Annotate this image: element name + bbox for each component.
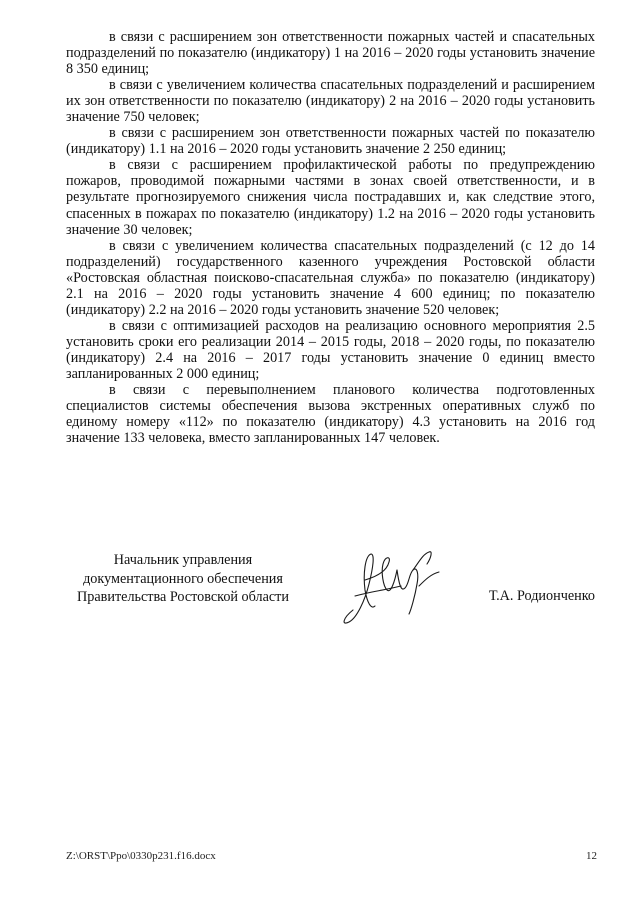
paragraph-5: в связи с увеличением количества спасательных подразделений (с 12 до 14 подразделений) государственного казенного учреждения Ростовской области «Ростовская областная поисково-спасательная служба» по показателю (индикатору) 2.1 на 2016 – 2020 годы установить значение 4 600 единиц; по показателю (индикатору) 2.2 на 2016 – 2020 годы установить значение 520 человек; (66, 237, 595, 318)
signatory-title-line-1: Начальник управления (113, 552, 253, 568)
signatory-title-line-2: документационного обеспечения (83, 570, 283, 587)
handwritten-signature-icon (335, 540, 455, 630)
paragraph-6: в связи с оптимизацией расходов на реализацию основного мероприятия 2.5 установить сроки его реализации 2014 – 2015 годы, 2018 – 2020 годы, по показателю (индикатору) 2.4 на 2016 – 2017 годы установить значение 0 единиц вместо запланированных 2 000 единиц; (66, 317, 595, 382)
paragraph-1: в связи с расширением зон ответственности пожарных частей и спасательных подразделений по показателю (индикатору) 1 на 2016 – 2020 годы установить значение 8 350 единиц; (66, 29, 595, 78)
signatory-title (66, 551, 300, 607)
paragraph-3: в связи с расширением зон ответственности пожарных частей по показателю (индикатору) 1.1 на 2016 – 2020 годы установить значение 2 250 единиц; (66, 125, 595, 158)
paragraph-2: в связи с увеличением количества спасательных подразделений и расширением их зон ответственности по показателю (индикатору) 2 на 2016 – 2020 годы установить значение 750 человек; (66, 77, 595, 126)
page-number: 12 (586, 850, 597, 862)
footer-file-path: Z:\ORST\Ppo\0330p231.f16.docx (66, 850, 216, 862)
signatory-title-line-3: Правительства Ростовской области (77, 589, 289, 605)
document-body (66, 29, 595, 446)
paragraph-7: в связи с перевыполнением планового количества подготовленных специалистов системы обеспечения вызова экстренных оперативных служб по единому номеру «112» по показателю (индикатору) 4.3 установить на 2016 год значение 133 человека, вместо запланированных 147 человек. (66, 382, 595, 447)
paragraph-4: в связи с расширением профилактической работы по предупреждению пожаров, проводимой пожарными частями в зонах своей ответственности, и в результате прогнозируемого снижения числа пострадавших и, как следствие этого, спасенных в пожарах по показателю (индикатору) 1.2 на 2016 – 2020 годы установить значение 30 человек; (66, 157, 595, 238)
signer-name: Т.А. Родионченко (488, 588, 595, 604)
